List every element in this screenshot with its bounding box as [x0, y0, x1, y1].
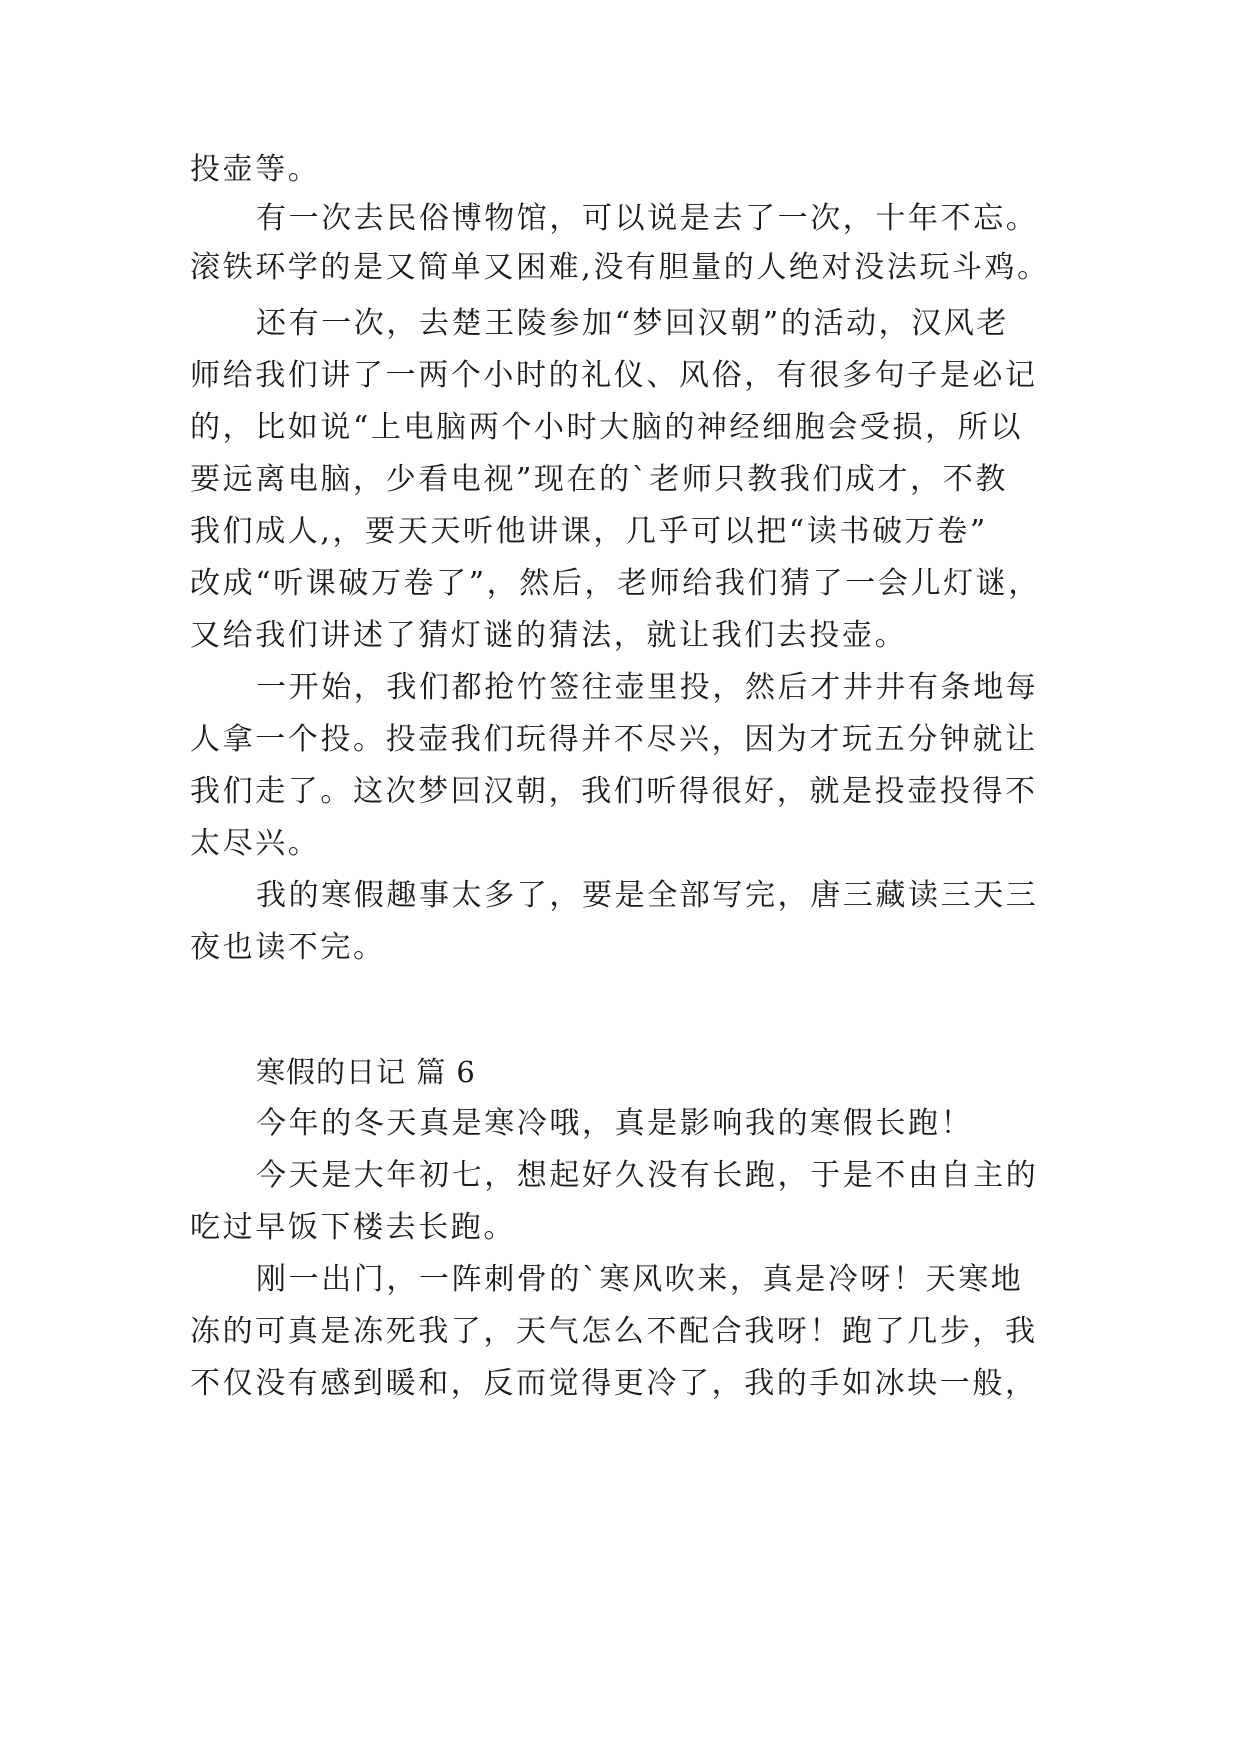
text-line: 我们成人,，要天天听他讲课，几乎可以把“读书破万卷”: [190, 514, 988, 549]
text-line: 刚一出门，一阵刺骨的`寒风吹来，真是冷呀！天寒地: [256, 1262, 1024, 1297]
text-line: 又给我们讲述了猜灯谜的猜法，就让我们去投壶。: [190, 618, 908, 653]
text-line: 不仅没有感到暖和，反而觉得更冷了，我的手如冰块一般，: [190, 1366, 1038, 1401]
text-line: 吃过早饭下楼去长跑。: [190, 1210, 516, 1245]
text-line: 一开始，我们都抢竹签往壶里投，然后才井井有条地每: [256, 670, 1039, 705]
text-line: 夜也读不完。: [190, 930, 386, 965]
text-line: 太尽兴。: [190, 826, 321, 861]
text-line: 滚铁环学的是又简单又困难,没有胆量的人绝对没法玩斗鸡。: [190, 250, 1050, 285]
text-line: 人拿一个投。投壶我们玩得并不尽兴，因为才玩五分钟就让: [190, 722, 1038, 757]
text-line: 师给我们讲了一两个小时的礼仪、风俗，有很多句子是必记: [190, 358, 1038, 393]
text-line: 冻的可真是冻死我了，天气怎么不配合我呀！跑了几步，我: [190, 1314, 1038, 1349]
text-line: 改成“听课破万卷了”，然后，老师给我们猜了一会儿灯谜，: [190, 566, 1041, 601]
text-line: 的，比如说“上电脑两个小时大脑的神经细胞会受损，所以: [190, 410, 1023, 445]
text-line: 我的寒假趣事太多了，要是全部写完，唐三藏读三天三: [256, 878, 1039, 913]
text-line: 我们走了。这次梦回汉朝，我们听得很好，就是投壶投得不: [190, 774, 1038, 809]
text-line: 今天是大年初七，想起好久没有长跑，于是不由自主的: [256, 1158, 1039, 1193]
text-line: 今年的冬天真是寒冷哦，真是影响我的寒假长跑！: [256, 1106, 974, 1141]
text-line: 投壶等。: [190, 152, 321, 187]
section-heading: 寒假的日记 篇 6: [256, 1055, 476, 1089]
text-line: 有一次去民俗博物馆，可以说是去了一次，十年不忘。: [256, 201, 1039, 236]
text-line: 要远离电脑，少看电视”现在的`老师只教我们成才，不教: [190, 462, 1008, 497]
text-line: 还有一次，去楚王陵参加“梦回汉朝”的活动，汉风老: [256, 306, 1010, 341]
